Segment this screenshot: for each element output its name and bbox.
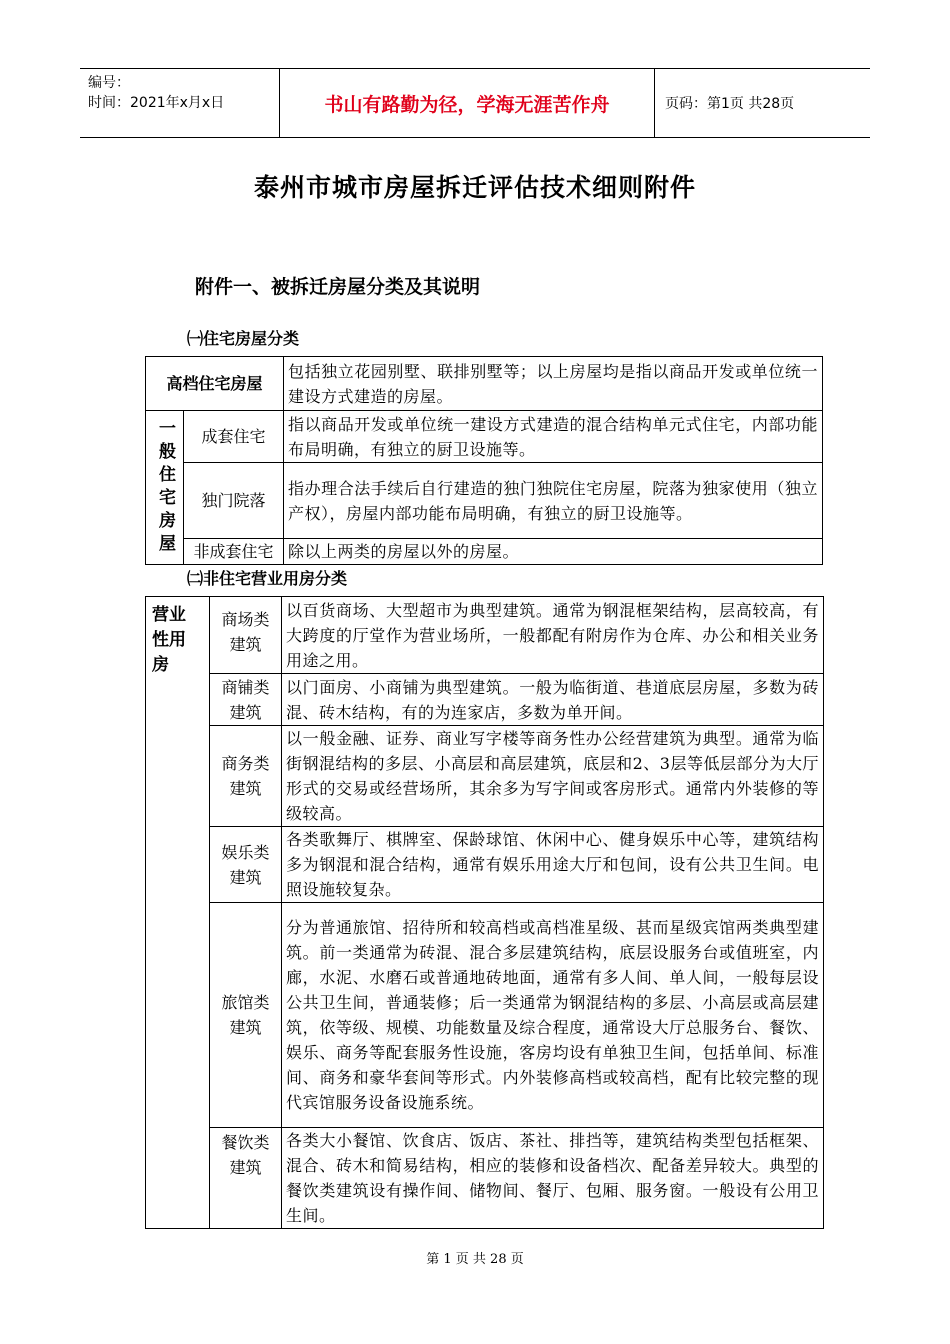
subsection-commercial: ㈡非住宅营业用房分类	[187, 569, 348, 588]
row-desc: 指以商品开发或单位统一建设方式建造的混合结构单元式住宅，内部功能布局明确，有独立的厨卫设施等。	[284, 411, 823, 463]
table-row	[146, 357, 823, 411]
row-type: 商务类建筑	[210, 726, 282, 827]
general-residential-label: 一般住宅房屋	[146, 411, 184, 565]
table-row	[146, 674, 824, 726]
table-row	[146, 827, 824, 903]
row-type: 非成套住宅	[184, 539, 284, 565]
header-meta	[80, 69, 280, 137]
commercial-table	[145, 596, 824, 1229]
table-row	[146, 903, 824, 1128]
time-label: 时间：2021年x月x日	[88, 95, 225, 111]
high-end-label: 高档住宅房屋	[146, 357, 284, 411]
row-type: 成套住宅	[184, 411, 284, 463]
row-type: 娱乐类建筑	[210, 827, 282, 903]
row-desc: 指办理合法手续后自行建造的独门独院住宅房屋，院落为独家使用（独立产权），房屋内部功能布局明确，有独立的厨卫设施等。	[284, 463, 823, 539]
table-row	[146, 726, 824, 827]
row-desc: 以百货商场、大型超市为典型建筑。通常为钢混框架结构，层高较高，有大跨度的厅堂作为营业场所，一般都配有附房作为仓库、办公和相关业务用途之用。	[282, 597, 824, 674]
row-type: 商铺类建筑	[210, 674, 282, 726]
row-desc: 以门面房、小商铺为典型建筑。一般为临街道、巷道底层房屋，多数为砖混、砖木结构，有的为连家店，多数为单开间。	[282, 674, 824, 726]
document-title: 泰州市城市房屋拆迁评估技术细则附件	[253, 173, 696, 202]
row-desc: 除以上两类的房屋以外的房屋。	[284, 539, 823, 565]
commercial-category: 营业性用房	[146, 597, 210, 1229]
row-desc: 分为普通旅馆、招待所和较高档或高档准星级、甚而星级宾馆两类典型建筑。前一类通常为砖混、混合多层建筑结构，底层设服务台或值班室，内廊，水泥、水磨石或普通地砖地面，通常有多人间、单人间，一般每层设公共卫生间，普通装修；后一类通常为钢混结构的多层、小高层或高层建筑，依等级、规模、功能数量及综合程度，通常设大厅总服务台、餐饮、娱乐、商务等配套服务性设施，客房均设有单独卫生间，包括单间、标准间、商务和豪华套间等形式。内外装修高档或较高档，配有比较完整的现代宾馆服务设备设施系统。	[282, 903, 824, 1128]
residential-table	[145, 356, 823, 565]
row-type: 餐饮类建筑	[210, 1128, 282, 1229]
table-row	[146, 463, 823, 539]
table-row	[146, 539, 823, 565]
section-heading: 附件一、被拆迁房屋分类及其说明	[195, 276, 481, 298]
subsection-residential: ㈠住宅房屋分类	[187, 329, 300, 348]
table-row	[146, 411, 823, 463]
table-row	[146, 1128, 824, 1229]
number-label: 编号：	[88, 75, 130, 91]
row-desc: 各类大小餐馆、饮食店、饭店、茶社、排挡等，建筑结构类型包括框架、混合、砖木和简易结构，相应的装修和设备档次、配备差异较大。典型的餐饮类建筑设有操作间、储物间、餐厅、包厢、服务窗。一般设有公用卫生间。	[282, 1128, 824, 1229]
row-type: 旅馆类建筑	[210, 903, 282, 1128]
header-page-info: 页码：第1页 共28页	[665, 96, 795, 112]
row-desc: 各类歌舞厅、棋牌室、保龄球馆、休闲中心、健身娱乐中心等，建筑结构多为钢混和混合结构，通常有娱乐用途大厅和包间，设有公共卫生间。电照设施较复杂。	[282, 827, 824, 903]
row-desc: 以一般金融、证券、商业写字楼等商务性办公经营建筑为典型。通常为临街钢混结构的多层、小高层和高层建筑，底层和2、3层等低层部分为大厅形式的交易或经营场所，其余多为写字间或客房形式。通常内外装修的等级较高。	[282, 726, 824, 827]
header-motto: 书山有路勤为径，学海无涯苦作舟	[280, 69, 655, 137]
page-footer: 第 1 页 共 28 页	[426, 1252, 524, 1267]
row-type: 商场类建筑	[210, 597, 282, 674]
page-header	[80, 68, 870, 138]
row-type: 独门院落	[184, 463, 284, 539]
high-end-desc: 包括独立花园别墅、联排别墅等；以上房屋均是指以商品开发或单位统一建设方式建造的房屋。	[284, 357, 823, 411]
table-row	[146, 597, 824, 674]
